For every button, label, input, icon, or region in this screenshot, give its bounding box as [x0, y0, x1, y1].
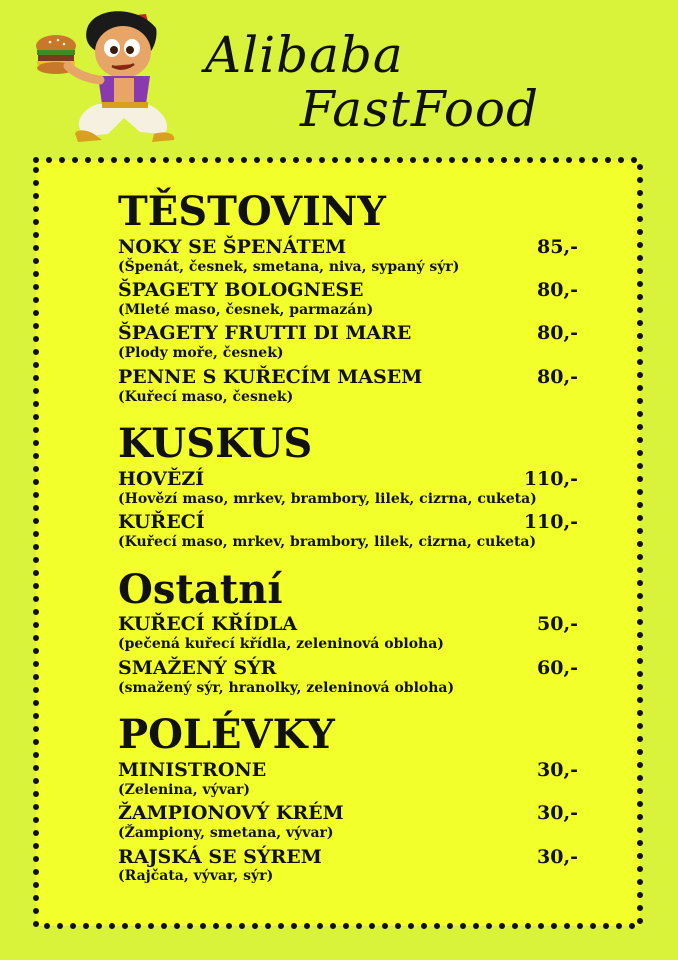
mascot-illustration [28, 6, 178, 146]
menu-item [118, 469, 588, 508]
menu-section [118, 420, 588, 551]
item-price: 50,- [537, 613, 578, 636]
item-description: (Plody moře, česnek) [118, 345, 284, 362]
item-name: MINISTRONE [118, 758, 267, 781]
item-price: 85,- [537, 235, 578, 258]
item-price: 30,- [537, 845, 578, 868]
menu-item [118, 614, 588, 653]
item-name: HOVĚZÍ [118, 467, 205, 490]
section-title: Ostatní [118, 565, 283, 613]
item-description: (smažený sýr, hranolky, zeleninová obloha) [118, 679, 455, 696]
brand-title-line2: FastFood [300, 80, 540, 138]
menu-item [118, 847, 588, 886]
item-description: (Rajčata, vývar, sýr) [118, 868, 274, 885]
item-description: (Kuřecí maso, česnek) [118, 388, 294, 405]
item-price: 30,- [537, 802, 578, 825]
item-description: (pečená kuřecí křídla, zeleninová obloha) [118, 636, 444, 653]
header [0, 0, 678, 150]
menu-item [118, 367, 588, 406]
item-description: (Žampiony, smetana, vývar) [118, 825, 334, 842]
section-title: TĚSTOVINY [118, 188, 386, 235]
menu-section [118, 188, 588, 406]
section-title: POLÉVKY [118, 711, 335, 759]
brand-title-line1: Alibaba [205, 26, 404, 84]
item-price: 80,- [537, 365, 578, 388]
menu-content [118, 188, 588, 904]
item-description: (Kuřecí maso, mrkev, brambory, lilek, cizrna, cuketa) [118, 534, 537, 551]
item-description: (Hovězí maso, mrkev, brambory, lilek, cizrna, cuketa) [118, 490, 537, 507]
menu-item [118, 237, 588, 276]
item-name: NOKY SE ŠPENÁTEM [118, 235, 347, 258]
item-price: 80,- [537, 322, 578, 345]
menu-item [118, 512, 588, 551]
item-price: 30,- [537, 758, 578, 781]
item-name: KUŘECÍ [118, 511, 205, 534]
section-title: KUSKUS [118, 420, 313, 468]
item-name: SMAŽENÝ SÝR [118, 656, 277, 679]
menu-item [118, 658, 588, 697]
item-name: ŠPAGETY FRUTTI DI MARE [118, 322, 412, 345]
item-description: (Zelenina, vývar) [118, 781, 250, 798]
menu-item [118, 760, 588, 799]
item-name: PENNE S KUŘECÍM MASEM [118, 365, 423, 388]
item-name: ŽAMPIONOVÝ KRÉM [118, 802, 344, 825]
item-description: (Mleté maso, česnek, parmazán) [118, 301, 374, 318]
item-name: KUŘECÍ KŘÍDLA [118, 613, 298, 636]
menu-section [118, 565, 588, 697]
item-name: RAJSKÁ SE SÝREM [118, 845, 322, 868]
item-description: (Špenát, česnek, smetana, niva, sypaný sýr) [118, 258, 460, 275]
item-price: 110,- [523, 511, 578, 534]
menu-item [118, 803, 588, 842]
menu-item [118, 323, 588, 362]
item-price: 110,- [523, 467, 578, 490]
item-price: 80,- [537, 279, 578, 302]
item-name: ŠPAGETY BOLOGNESE [118, 279, 364, 302]
item-price: 60,- [537, 656, 578, 679]
menu-item [118, 280, 588, 319]
menu-section [118, 711, 588, 886]
